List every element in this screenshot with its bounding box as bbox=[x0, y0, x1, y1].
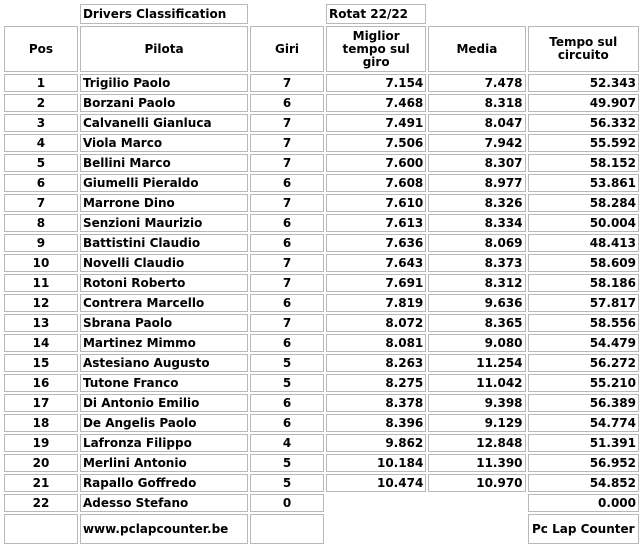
footer-spacer-2 bbox=[250, 514, 324, 544]
cell-giri: 5 bbox=[250, 374, 324, 392]
cell-tempo: 58.609 bbox=[528, 254, 639, 272]
cell-miglior: 8.378 bbox=[326, 394, 426, 412]
cell-media: 7.478 bbox=[428, 74, 525, 92]
cell-tempo: 58.284 bbox=[528, 194, 639, 212]
cell-tempo: 56.952 bbox=[528, 454, 639, 472]
cell-pos: 2 bbox=[4, 94, 78, 112]
cell-pos: 10 bbox=[4, 254, 78, 272]
cell-miglior: 9.862 bbox=[326, 434, 426, 452]
cell-media: 11.254 bbox=[428, 354, 525, 372]
column-header-tempo: Tempo sul circuito bbox=[528, 26, 639, 72]
cell-miglior: 8.081 bbox=[326, 334, 426, 352]
round-label: Rotat 22/22 bbox=[326, 4, 426, 24]
footer-spacer-3 bbox=[326, 514, 426, 544]
table-row bbox=[4, 174, 639, 192]
cell-miglior: 7.468 bbox=[326, 94, 426, 112]
website-link[interactable]: www.pclapcounter.be bbox=[80, 514, 248, 544]
footer-spacer-4 bbox=[428, 514, 525, 544]
cell-tempo: 50.004 bbox=[528, 214, 639, 232]
cell-media: 8.318 bbox=[428, 94, 525, 112]
cell-tempo: 58.186 bbox=[528, 274, 639, 292]
cell-pilota: Tutone Franco bbox=[80, 374, 248, 392]
cell-tempo: 54.479 bbox=[528, 334, 639, 352]
title-row bbox=[4, 4, 639, 24]
table-row bbox=[4, 254, 639, 272]
cell-miglior: 10.474 bbox=[326, 474, 426, 492]
cell-giri: 7 bbox=[250, 154, 324, 172]
cell-pilota: Novelli Claudio bbox=[80, 254, 248, 272]
cell-pos: 20 bbox=[4, 454, 78, 472]
cell-giri: 5 bbox=[250, 474, 324, 492]
cell-pilota: Di Antonio Emilio bbox=[80, 394, 248, 412]
cell-tempo: 49.907 bbox=[528, 94, 639, 112]
cell-tempo: 57.817 bbox=[528, 294, 639, 312]
table-row bbox=[4, 314, 639, 332]
cell-giri: 7 bbox=[250, 134, 324, 152]
cell-giri: 6 bbox=[250, 214, 324, 232]
cell-tempo: 52.343 bbox=[528, 74, 639, 92]
cell-miglior: 8.072 bbox=[326, 314, 426, 332]
cell-tempo: 53.861 bbox=[528, 174, 639, 192]
footer-spacer bbox=[4, 514, 78, 544]
cell-media: 9.398 bbox=[428, 394, 525, 412]
cell-miglior: 7.691 bbox=[326, 274, 426, 292]
cell-giri: 6 bbox=[250, 94, 324, 112]
cell-giri: 5 bbox=[250, 454, 324, 472]
cell-pos: 7 bbox=[4, 194, 78, 212]
cell-pilota: Bellini Marco bbox=[80, 154, 248, 172]
title-spacer-3 bbox=[428, 4, 525, 24]
cell-media: 11.042 bbox=[428, 374, 525, 392]
cell-pilota: Sbrana Paolo bbox=[80, 314, 248, 332]
cell-media: 8.977 bbox=[428, 174, 525, 192]
title-spacer bbox=[4, 4, 78, 24]
cell-miglior: 8.275 bbox=[326, 374, 426, 392]
cell-pos: 6 bbox=[4, 174, 78, 192]
cell-miglior: 7.643 bbox=[326, 254, 426, 272]
cell-miglior: 7.600 bbox=[326, 154, 426, 172]
table-row bbox=[4, 354, 639, 372]
cell-giri: 6 bbox=[250, 174, 324, 192]
cell-media: 8.312 bbox=[428, 274, 525, 292]
cell-media: 8.365 bbox=[428, 314, 525, 332]
cell-media: 10.970 bbox=[428, 474, 525, 492]
cell-giri: 7 bbox=[250, 114, 324, 132]
cell-pos: 11 bbox=[4, 274, 78, 292]
cell-pos: 5 bbox=[4, 154, 78, 172]
cell-media: 9.080 bbox=[428, 334, 525, 352]
cell-pos: 1 bbox=[4, 74, 78, 92]
table-row bbox=[4, 194, 639, 212]
cell-pilota: Viola Marco bbox=[80, 134, 248, 152]
cell-giri: 7 bbox=[250, 194, 324, 212]
table-row bbox=[4, 214, 639, 232]
cell-pos: 3 bbox=[4, 114, 78, 132]
cell-giri: 6 bbox=[250, 334, 324, 352]
table-row bbox=[4, 374, 639, 392]
cell-giri: 6 bbox=[250, 414, 324, 432]
column-header-giri: Giri bbox=[250, 26, 324, 72]
cell-pos: 12 bbox=[4, 294, 78, 312]
table-row bbox=[4, 454, 639, 472]
cell-pilota: Martinez Mimmo bbox=[80, 334, 248, 352]
cell-tempo: 54.774 bbox=[528, 414, 639, 432]
cell-miglior: 7.154 bbox=[326, 74, 426, 92]
table-row bbox=[4, 434, 639, 452]
title-spacer-4 bbox=[528, 4, 639, 24]
cell-pos: 13 bbox=[4, 314, 78, 332]
cell-pos: 9 bbox=[4, 234, 78, 252]
cell-pos: 16 bbox=[4, 374, 78, 392]
cell-miglior: 8.396 bbox=[326, 414, 426, 432]
footer-row bbox=[4, 514, 639, 544]
cell-giri: 6 bbox=[250, 294, 324, 312]
cell-tempo: 48.413 bbox=[528, 234, 639, 252]
table-row bbox=[4, 474, 639, 492]
cell-pilota: Giumelli Pieraldo bbox=[80, 174, 248, 192]
cell-giri: 6 bbox=[250, 394, 324, 412]
table-row bbox=[4, 274, 639, 292]
cell-pilota: Battistini Claudio bbox=[80, 234, 248, 252]
cell-giri: 6 bbox=[250, 234, 324, 252]
column-header-miglior: Miglior tempo sul giro bbox=[326, 26, 426, 72]
cell-giri: 7 bbox=[250, 254, 324, 272]
cell-pos: 15 bbox=[4, 354, 78, 372]
cell-tempo: 56.332 bbox=[528, 114, 639, 132]
table-row bbox=[4, 414, 639, 432]
cell-media bbox=[428, 494, 525, 512]
cell-media: 9.129 bbox=[428, 414, 525, 432]
cell-media: 8.373 bbox=[428, 254, 525, 272]
cell-giri: 7 bbox=[250, 74, 324, 92]
cell-pos: 17 bbox=[4, 394, 78, 412]
cell-media: 9.636 bbox=[428, 294, 525, 312]
cell-tempo: 58.556 bbox=[528, 314, 639, 332]
cell-media: 7.942 bbox=[428, 134, 525, 152]
cell-pos: 18 bbox=[4, 414, 78, 432]
cell-tempo: 51.391 bbox=[528, 434, 639, 452]
cell-tempo: 55.210 bbox=[528, 374, 639, 392]
cell-pilota: Lafronza Filippo bbox=[80, 434, 248, 452]
column-header-pos: Pos bbox=[4, 26, 78, 72]
table-row bbox=[4, 134, 639, 152]
software-label: Pc Lap Counter bbox=[528, 514, 639, 544]
table-row bbox=[4, 494, 639, 512]
cell-media: 8.334 bbox=[428, 214, 525, 232]
cell-giri: 7 bbox=[250, 314, 324, 332]
cell-media: 12.848 bbox=[428, 434, 525, 452]
cell-tempo: 56.272 bbox=[528, 354, 639, 372]
cell-media: 8.047 bbox=[428, 114, 525, 132]
cell-pos: 22 bbox=[4, 494, 78, 512]
cell-tempo: 0.000 bbox=[528, 494, 639, 512]
cell-miglior: 7.636 bbox=[326, 234, 426, 252]
title-spacer-2 bbox=[250, 4, 324, 24]
cell-pilota: Marrone Dino bbox=[80, 194, 248, 212]
cell-giri: 7 bbox=[250, 274, 324, 292]
table-row bbox=[4, 114, 639, 132]
cell-pilota: Calvanelli Gianluca bbox=[80, 114, 248, 132]
column-header-pilota: Pilota bbox=[80, 26, 248, 72]
table-row bbox=[4, 234, 639, 252]
table-row bbox=[4, 334, 639, 352]
cell-giri: 4 bbox=[250, 434, 324, 452]
table-row bbox=[4, 74, 639, 92]
cell-pilota: Merlini Antonio bbox=[80, 454, 248, 472]
cell-tempo: 56.389 bbox=[528, 394, 639, 412]
cell-miglior: 7.819 bbox=[326, 294, 426, 312]
cell-pos: 19 bbox=[4, 434, 78, 452]
cell-giri: 5 bbox=[250, 354, 324, 372]
cell-pilota: Adesso Stefano bbox=[80, 494, 248, 512]
table-row bbox=[4, 294, 639, 312]
cell-miglior: 10.184 bbox=[326, 454, 426, 472]
cell-miglior: 7.610 bbox=[326, 194, 426, 212]
column-header-row bbox=[4, 26, 639, 72]
table-title: Drivers Classification bbox=[80, 4, 248, 24]
cell-pilota: Trigilio Paolo bbox=[80, 74, 248, 92]
cell-pilota: De Angelis Paolo bbox=[80, 414, 248, 432]
cell-pilota: Senzioni Maurizio bbox=[80, 214, 248, 232]
cell-pilota: Borzani Paolo bbox=[80, 94, 248, 112]
cell-tempo: 55.592 bbox=[528, 134, 639, 152]
cell-pilota: Astesiano Augusto bbox=[80, 354, 248, 372]
cell-pilota: Rapallo Goffredo bbox=[80, 474, 248, 492]
cell-miglior: 7.506 bbox=[326, 134, 426, 152]
drivers-classification-table bbox=[2, 2, 641, 546]
cell-pos: 14 bbox=[4, 334, 78, 352]
cell-pos: 21 bbox=[4, 474, 78, 492]
cell-media: 8.307 bbox=[428, 154, 525, 172]
cell-miglior: 7.608 bbox=[326, 174, 426, 192]
cell-miglior: 8.263 bbox=[326, 354, 426, 372]
table-row bbox=[4, 394, 639, 412]
cell-pilota: Rotoni Roberto bbox=[80, 274, 248, 292]
cell-pos: 8 bbox=[4, 214, 78, 232]
cell-media: 8.069 bbox=[428, 234, 525, 252]
cell-pos: 4 bbox=[4, 134, 78, 152]
cell-miglior bbox=[326, 494, 426, 512]
cell-tempo: 54.852 bbox=[528, 474, 639, 492]
cell-media: 11.390 bbox=[428, 454, 525, 472]
cell-giri: 0 bbox=[250, 494, 324, 512]
cell-miglior: 7.613 bbox=[326, 214, 426, 232]
cell-miglior: 7.491 bbox=[326, 114, 426, 132]
table-row bbox=[4, 94, 639, 112]
table-row bbox=[4, 154, 639, 172]
cell-tempo: 58.152 bbox=[528, 154, 639, 172]
cell-media: 8.326 bbox=[428, 194, 525, 212]
cell-pilota: Contrera Marcello bbox=[80, 294, 248, 312]
column-header-media: Media bbox=[428, 26, 525, 72]
